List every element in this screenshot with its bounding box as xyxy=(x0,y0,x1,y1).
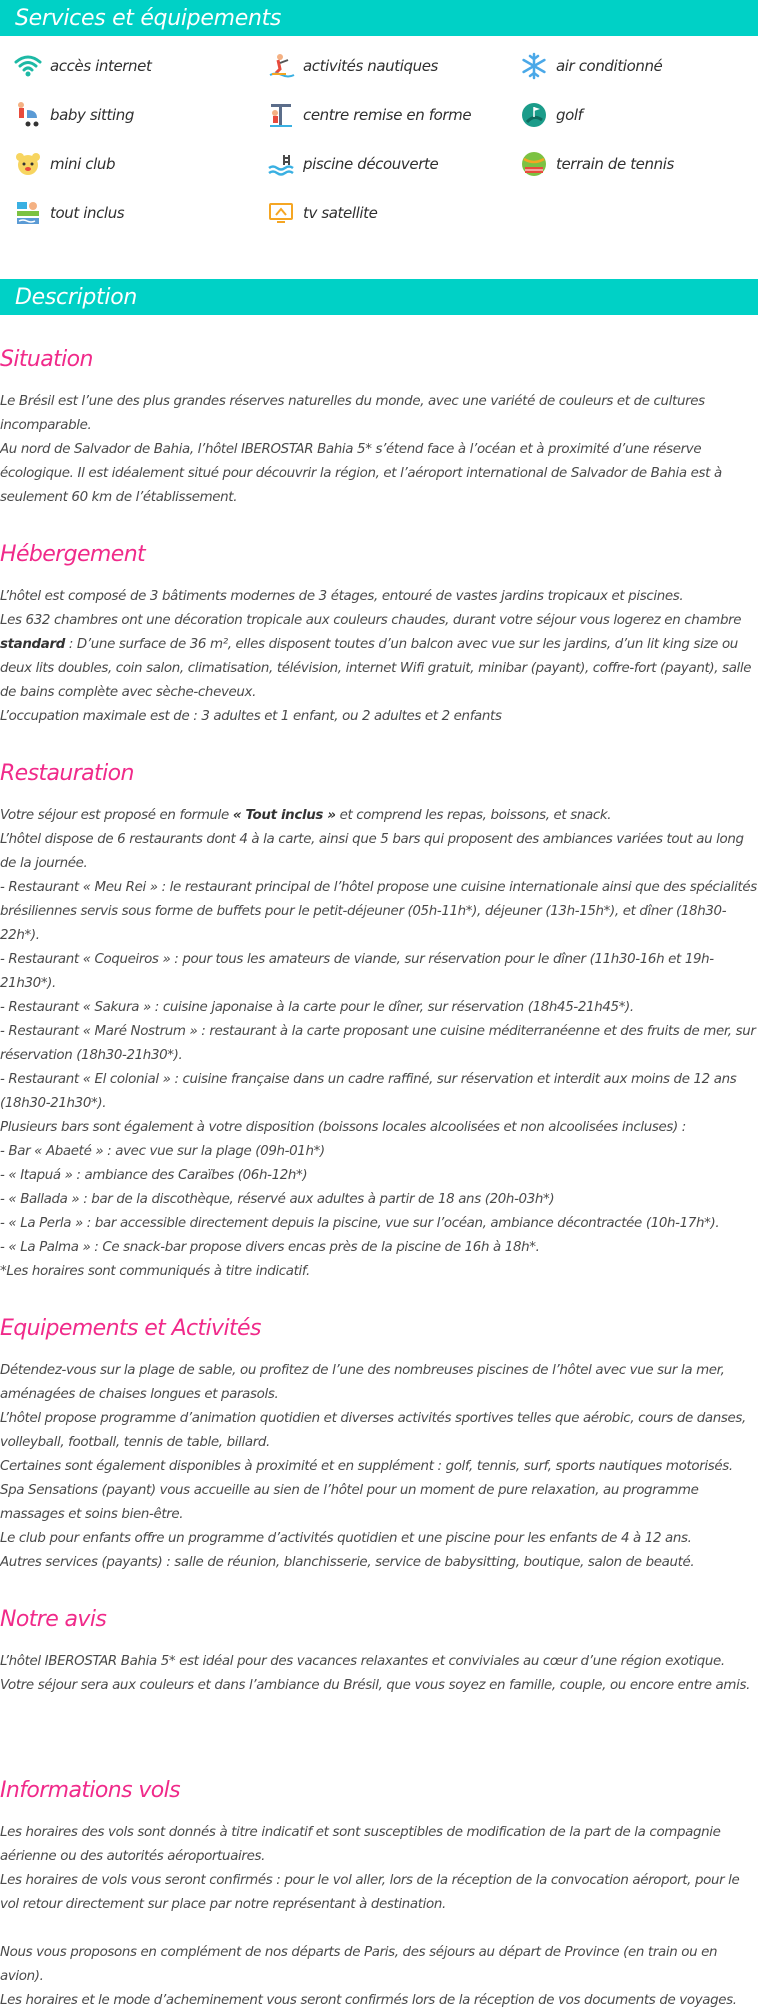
paragraph: Certaines sont également disponibles à proximité et en supplément : golf, tennis, surf, sports nautiques motorisés. xyxy=(0,1459,733,1474)
service-item xyxy=(518,97,758,133)
service-label: accès internet xyxy=(50,57,152,75)
section-title: Restauration xyxy=(0,761,134,786)
section-restauration xyxy=(0,761,758,1284)
fitness-icon xyxy=(265,99,297,131)
paragraph: Votre séjour sera aux couleurs et dans l’ambiance du Brésil, que vous soyez en famille, couple, ou encore entre amis. xyxy=(0,1678,751,1693)
paragraph: L’hôtel dispose de 6 restaurants dont 4 à la carte, ainsi que 5 bars qui proposent des ambiances variées tout au long de la journée. xyxy=(0,832,744,871)
service-item xyxy=(518,146,758,182)
mini-club-icon xyxy=(12,148,44,180)
paragraph xyxy=(0,609,758,705)
wifi-icon xyxy=(12,50,44,82)
stroller-icon xyxy=(12,99,44,131)
paragraph: Détendez-vous sur la plage de sable, ou profitez de l’une des nombreuses piscines de l’hôtel avec vue sur la mer, aménagées de chaises longues et parasols. xyxy=(0,1363,725,1402)
paragraph: Les horaires de vols vous seront confirmés : pour le vol aller, lors de la réception de la convocation aéroport, pour le vol retour directement sur place par notre représentant à destination. xyxy=(0,1873,740,1912)
text: Les 632 chambres ont une décoration tropicale aux couleurs chaudes, durant votre séjour vous logerez en chambre xyxy=(0,613,742,628)
service-label: baby sitting xyxy=(50,106,135,124)
service-label: tout inclus xyxy=(50,204,125,222)
service-item xyxy=(12,97,265,133)
paragraph: Spa Sensations (payant) vous accueille au sien de l’hôtel pour un moment de pure relaxation, au programme massages et soins bien-être. xyxy=(0,1483,699,1522)
paragraph xyxy=(0,804,758,828)
paragraph: - Restaurant « Coqueiros » : pour tous les amateurs de viande, sur réservation pour le dîner (11h30-16h et 19h-21h30*). xyxy=(0,952,714,991)
paragraph: L’hôtel IBEROSTAR Bahia 5* est idéal pour des vacances relaxantes et conviviales au cœur d’une région exotique. xyxy=(0,1654,725,1669)
section-vols xyxy=(0,1778,758,2013)
section-situation xyxy=(0,347,758,510)
text: : D’une surface de 36 m², elles disposent toutes d’un balcon avec vue sur les jardins, d’un lit king size ou deux lits doubles, coin salon, climatisation, télévision, internet Wifi gratuit, minibar (payant), coffre-fort (payant), salle de bains complète avec sèche-cheveux. xyxy=(0,637,752,700)
paragraph: Les horaires et le mode d’acheminement vous seront confirmés lors de la réception de vos documents de voyages. xyxy=(0,1993,737,2008)
text: Votre séjour est proposé en formule xyxy=(0,808,233,823)
paragraph: *Les horaires sont communiqués à titre indicatif. xyxy=(0,1264,310,1279)
service-item xyxy=(265,195,518,231)
text: et comprend les repas, boissons, et snack. xyxy=(335,808,612,823)
paragraph: Plusieurs bars sont également à votre disposition (boissons locales alcoolisées et non alcoolisées incluses) : xyxy=(0,1120,686,1135)
paragraph: - Restaurant « Meu Rei » : le restaurant principal de l’hôtel propose une cuisine internationale ainsi que des spécialités brésiliennes servis sous forme de buffets pour le petit-déjeuner (05h-11h*), déjeuner (13h-15h*), et dîner (18h30-22h*). xyxy=(0,880,757,943)
paragraph: - « Ballada » : bar de la discothèque, réservé aux adultes à partir de 18 ans (20h-03h*) xyxy=(0,1192,555,1207)
paragraph: Le club pour enfants offre un programme d’activités quotidien et une piscine pour les enfants de 4 à 12 ans. xyxy=(0,1531,692,1546)
paragraph: - « La Palma » : Ce snack-bar propose divers encas près de la piscine de 16h à 18h*. xyxy=(0,1240,540,1255)
section-title: Notre avis xyxy=(0,1607,107,1632)
service-item xyxy=(12,48,265,84)
paragraph: Le Brésil est l’une des plus grandes réserves naturelles du monde, avec une variété de couleurs et de cultures incomparable. xyxy=(0,394,705,433)
section-title: Informations vols xyxy=(0,1778,181,1803)
paragraph: L’hôtel propose programme d’animation quotidien et diverses activités sportives telles que aérobic, cours de danses, volleyball, football, tennis de table, billard. xyxy=(0,1411,746,1450)
service-label: air conditionné xyxy=(556,57,663,75)
service-label: terrain de tennis xyxy=(556,155,674,173)
services-title: Services et équipements xyxy=(15,5,282,31)
room-type: standard xyxy=(0,637,65,652)
service-item xyxy=(265,48,518,84)
service-item xyxy=(265,146,518,182)
paragraph: - Restaurant « Maré Nostrum » : restaurant à la carte proposant une cuisine méditerranéenne et des fruits de mer, sur réservation (18h30-21h30*). xyxy=(0,1024,756,1063)
paragraph: L’occupation maximale est de : 3 adultes et 1 enfant, ou 2 adultes et 2 enfants xyxy=(0,709,502,724)
tv-icon xyxy=(265,197,297,229)
service-label: golf xyxy=(556,106,583,124)
all-inclusive-icon xyxy=(12,197,44,229)
description-header xyxy=(0,279,758,315)
service-item xyxy=(518,48,758,84)
paragraph: - « Itapuá » : ambiance des Caraïbes (06h-12h*) xyxy=(0,1168,308,1183)
water-ski-icon xyxy=(265,50,297,82)
paragraph: L’hôtel est composé de 3 bâtiments modernes de 3 étages, entouré de vastes jardins tropicaux et piscines. xyxy=(0,589,684,604)
service-label: tv satellite xyxy=(303,204,378,222)
section-title: Situation xyxy=(0,347,93,372)
snowflake-icon xyxy=(518,50,550,82)
golf-icon xyxy=(518,99,550,131)
paragraph: Au nord de Salvador de Bahia, l’hôtel IBEROSTAR Bahia 5* s’étend face à l’océan et à proximité d’une réserve écologique. Il est idéalement situé pour découvrir la région, et l’aéroport international de Salvador de Bahia est à seulement 60 km de l’établissement. xyxy=(0,442,722,505)
service-item xyxy=(12,146,265,182)
pool-icon xyxy=(265,148,297,180)
service-item xyxy=(12,195,265,231)
tennis-icon xyxy=(518,148,550,180)
formula-name: « Tout inclus » xyxy=(232,808,336,823)
description-content xyxy=(0,347,758,2013)
paragraph: Autres services (payants) : salle de réunion, blanchisserie, service de babysitting, boutique, salon de beauté. xyxy=(0,1555,695,1570)
description-title: Description xyxy=(15,284,137,310)
services-header xyxy=(0,0,758,36)
paragraph: - Bar « Abaeté » : avec vue sur la plage (09h-01h*) xyxy=(0,1144,325,1159)
section-title: Equipements et Activités xyxy=(0,1316,261,1341)
section-title: Hébergement xyxy=(0,542,146,567)
paragraph: - Restaurant « El colonial » : cuisine française dans un cadre raffiné, sur réservation et interdit aux moins de 12 ans (18h30-21h30*). xyxy=(0,1072,737,1111)
section-equipements xyxy=(0,1316,758,1575)
service-label: piscine découverte xyxy=(303,155,439,173)
service-label: mini club xyxy=(50,155,116,173)
section-avis xyxy=(0,1607,758,1698)
service-label: centre remise en forme xyxy=(303,106,472,124)
section-hebergement xyxy=(0,542,758,729)
services-grid xyxy=(0,36,758,231)
paragraph: Nous vous proposons en complément de nos départs de Paris, des séjours au départ de Province (en train ou en avion). xyxy=(0,1945,718,1984)
service-label: activités nautiques xyxy=(303,57,438,75)
paragraph: Les horaires des vols sont donnés à titre indicatif et sont susceptibles de modification de la part de la compagnie aérienne ou des autorités aéroportuaires. xyxy=(0,1825,721,1864)
paragraph: - « La Perla » : bar accessible directement depuis la piscine, vue sur l’océan, ambiance décontractée (10h-17h*). xyxy=(0,1216,720,1231)
spacer xyxy=(0,1917,758,1941)
service-item xyxy=(265,97,518,133)
paragraph: - Restaurant « Sakura » : cuisine japonaise à la carte pour le dîner, sur réservation (18h45-21h45*). xyxy=(0,1000,634,1015)
